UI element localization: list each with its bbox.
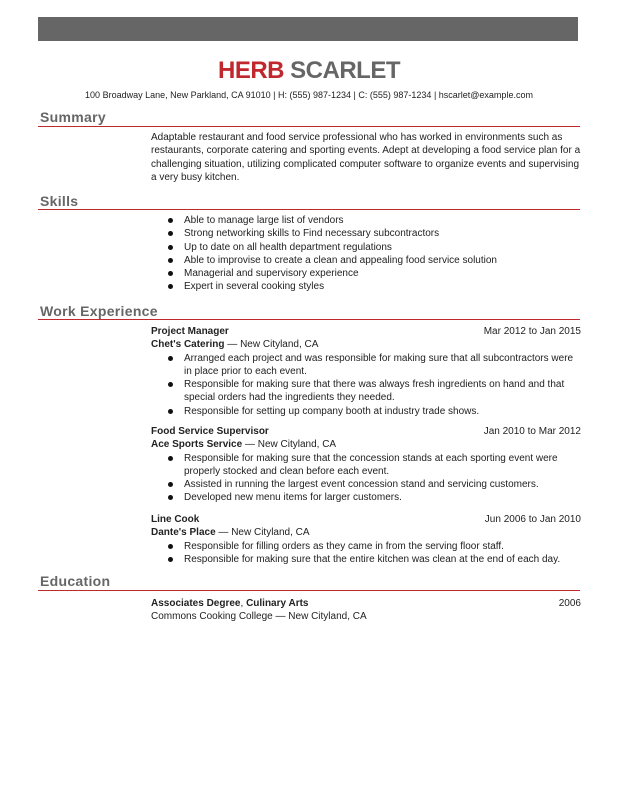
summary-text: Adaptable restaurant and food service professional who has worked in environments such as restaurants, corporate catering and sporting events. Adept at developing a food service plan for a challenging situation, utilizing complicated computer software to organize events and supervising a very busy kitchen. (151, 132, 581, 183)
candidate-name (0, 57, 618, 85)
skill-item: Managerial and supervisory experience (151, 267, 581, 280)
job-location: — New Cityland, CA (215, 527, 310, 539)
education-heading: Education (40, 573, 111, 589)
education-entry (151, 597, 581, 624)
job-bullet: Assisted in running the largest event concession stand and servicing customers. (151, 478, 581, 491)
skill-item: Expert in several cooking styles (151, 280, 581, 293)
experience-heading: Work Experience (40, 303, 158, 319)
skill-item: Up to date on all health department regulations (151, 241, 581, 254)
summary-divider (38, 126, 580, 127)
job-company: Chet's Catering (151, 339, 225, 351)
job-bullet: Responsible for making sure that the concession stands at each sporting event were properly stocked and clean before each event. (151, 452, 581, 479)
job-entry (151, 425, 581, 505)
job-title: Food Service Supervisor (151, 426, 269, 437)
job-company: Dante's Place (151, 527, 216, 539)
education-degree: Associates Degree (151, 598, 241, 609)
education-school: Commons Cooking College (151, 611, 273, 623)
job-entry (151, 325, 581, 418)
job-bullet: Developed new menu items for larger customers. (151, 491, 581, 504)
header-bar (38, 17, 578, 41)
skills-heading: Skills (40, 193, 79, 209)
job-bullet: Arranged each project and was responsible for making sure that all subcontractors were in place prior to each event. (151, 352, 581, 379)
job-title: Line Cook (151, 514, 200, 525)
job-company: Ace Sports Service (151, 439, 243, 451)
experience-divider (38, 319, 580, 320)
job-bullet: Responsible for making sure that there was always fresh ingredients on hand and that special orders had the ingredients they needed. (151, 378, 581, 405)
job-bullet: Responsible for filling orders as they came in from the serving floor staff. (151, 540, 581, 553)
education-divider (38, 590, 580, 591)
education-year: 2006 (558, 598, 581, 609)
job-bullet: Responsible for setting up company booth at industry trade shows. (151, 405, 581, 418)
job-dates: Jan 2010 to Mar 2012 (483, 426, 581, 437)
last-name: SCARLET (290, 57, 401, 84)
job-bullet: Responsible for making sure that the entire kitchen was clean at the end of each day. (151, 553, 581, 566)
skill-item: Able to improvise to create a clean and appealing food service solution (151, 254, 581, 267)
skills-divider (38, 209, 580, 210)
job-location: — New Cityland, CA (242, 439, 337, 451)
education-separator: , (240, 598, 247, 609)
job-entry (151, 513, 581, 566)
job-dates: Jun 2006 to Jan 2010 (484, 514, 581, 525)
job-location: — New Cityland, CA (224, 339, 319, 351)
skills-list (151, 214, 581, 294)
first-name: HERB (217, 57, 284, 84)
skill-item: Able to manage large list of vendors (151, 214, 581, 227)
summary-heading: Summary (40, 109, 106, 125)
job-title: Project Manager (151, 326, 229, 337)
skill-item: Strong networking skills to Find necessary subcontractors (151, 227, 581, 240)
education-location: — New Cityland, CA (272, 611, 367, 623)
education-field: Culinary Arts (246, 598, 309, 609)
contact-info: 100 Broadway Lane, New Parkland, CA 91010 | H: (555) 987-1234 | C: (555) 987-1234 | hscarlet@example.com (85, 90, 533, 100)
job-dates: Mar 2012 to Jan 2015 (483, 326, 581, 337)
